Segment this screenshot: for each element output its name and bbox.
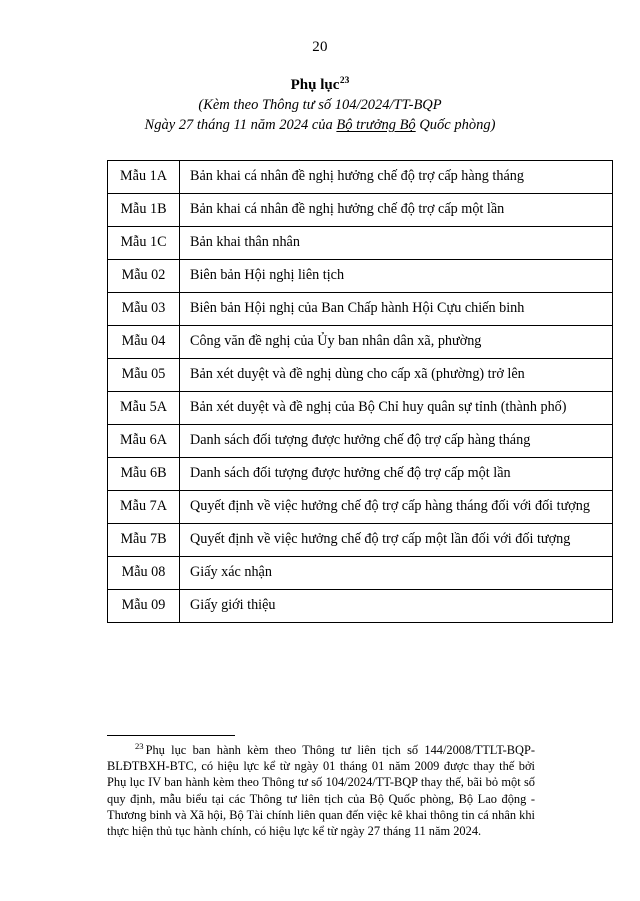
footnote-number: 23: [135, 740, 144, 751]
table-cell-code: Mẫu 7A: [108, 491, 180, 524]
table-row: [108, 293, 613, 326]
table-row: [108, 491, 613, 524]
heading-subtitle-line-2-suffix: Quốc phòng): [415, 117, 496, 133]
page-title-text: Phụ lục: [290, 77, 340, 93]
table-row: [108, 590, 613, 623]
table-cell-code: Mẫu 1B: [108, 194, 180, 227]
table-cell-code: Mẫu 02: [108, 260, 180, 293]
table-row: [108, 392, 613, 425]
table-row: [108, 194, 613, 227]
table-cell-name: Bản khai cá nhân đề nghị hưởng chế độ trợ cấp một lần: [180, 194, 613, 227]
table-cell-code: Mẫu 7B: [108, 524, 180, 557]
table-row: [108, 227, 613, 260]
page-number: 20: [312, 39, 328, 55]
table-cell-name: Danh sách đối tượng được hưởng chế độ trợ cấp một lần: [180, 458, 613, 491]
table-row: [108, 557, 613, 590]
table-cell-code: Mẫu 08: [108, 557, 180, 590]
table-row: [108, 458, 613, 491]
table-cell-code: Mẫu 03: [108, 293, 180, 326]
table-cell-name: Quyết định về việc hưởng chế độ trợ cấp hàng tháng đối với đối tượng: [180, 491, 613, 524]
table-row: [108, 425, 613, 458]
footnote-block: [107, 735, 535, 839]
table-cell-name: Danh sách đối tượng được hưởng chế độ trợ cấp hàng tháng: [180, 425, 613, 458]
table-row: [108, 161, 613, 194]
table-cell-code: Mẫu 6A: [108, 425, 180, 458]
footnote-separator-rule: [107, 735, 235, 736]
table-cell-name: Bản khai thân nhân: [180, 227, 613, 260]
heading-subtitle-line-1: (Kèm theo Thông tư số 104/2024/TT-BQP: [198, 97, 442, 113]
table-cell-name: Giấy giới thiệu: [180, 590, 613, 623]
table-cell-code: Mẫu 1C: [108, 227, 180, 260]
form-list-table: [107, 160, 613, 623]
table-row: [108, 524, 613, 557]
table-cell-name: Quyết định về việc hưởng chế độ trợ cấp một lần đối với đối tượng: [180, 524, 613, 557]
table-cell-code: Mẫu 1A: [108, 161, 180, 194]
table-cell-code: Mẫu 09: [108, 590, 180, 623]
table-cell-code: Mẫu 05: [108, 359, 180, 392]
footnote-paragraph: [107, 742, 535, 839]
table-cell-code: Mẫu 5A: [108, 392, 180, 425]
table-row: [108, 359, 613, 392]
table-cell-code: Mẫu 6B: [108, 458, 180, 491]
table-cell-name: Bản xét duyệt và đề nghị dùng cho cấp xã (phường) trở lên: [180, 359, 613, 392]
heading-subtitle-line-2-prefix: Ngày 27 tháng 11 năm 2024 của: [144, 117, 337, 133]
table-cell-name: Bản xét duyệt và đề nghị của Bộ Chỉ huy quân sự tỉnh (thành phố): [180, 392, 613, 425]
table-cell-name: Công văn đề nghị của Ủy ban nhân dân xã, phường: [180, 326, 613, 359]
page-title: [291, 76, 350, 95]
table-cell-name: Bản khai cá nhân đề nghị hưởng chế độ trợ cấp hàng tháng: [180, 161, 613, 194]
footnote-body-text: Phụ lục ban hành kèm theo Thông tư liên tịch số 144/2008/TTLT-BQP-BLĐTBXH-BTC, có hiệu lực kể từ ngày 01 tháng 01 năm 2009 được thay thế bởi Phụ lục IV ban hành kèm theo Thông tư số 104/2024/TT-BQP thay thế, bãi bỏ một số quy định, mẫu biểu tại các Thông tư liên tịch của Bộ Quốc phòng, Bộ Lao động - Thương binh và Xã hội, Bộ Tài chính liên quan đến việc kê khai thông tin cá nhân khi thực hiện thủ tục hành chính, có hiệu lực kể từ ngày 27 tháng 11 năm 2024.: [107, 743, 535, 839]
table-cell-name: Biên bản Hội nghị của Ban Chấp hành Hội Cựu chiến binh: [180, 293, 613, 326]
table-cell-name: Giấy xác nhận: [180, 557, 613, 590]
table-cell-code: Mẫu 04: [108, 326, 180, 359]
footnote-reference-marker: 23: [339, 76, 350, 86]
table-cell-name: Biên bản Hội nghị liên tịch: [180, 260, 613, 293]
table-body: [108, 161, 613, 623]
heading-subtitle-line-2: [0, 115, 640, 135]
document-heading: [0, 76, 640, 135]
table-row: [108, 326, 613, 359]
table-row: [108, 260, 613, 293]
heading-subtitle-line-2-underlined: Bộ trưởng Bộ: [336, 117, 416, 133]
